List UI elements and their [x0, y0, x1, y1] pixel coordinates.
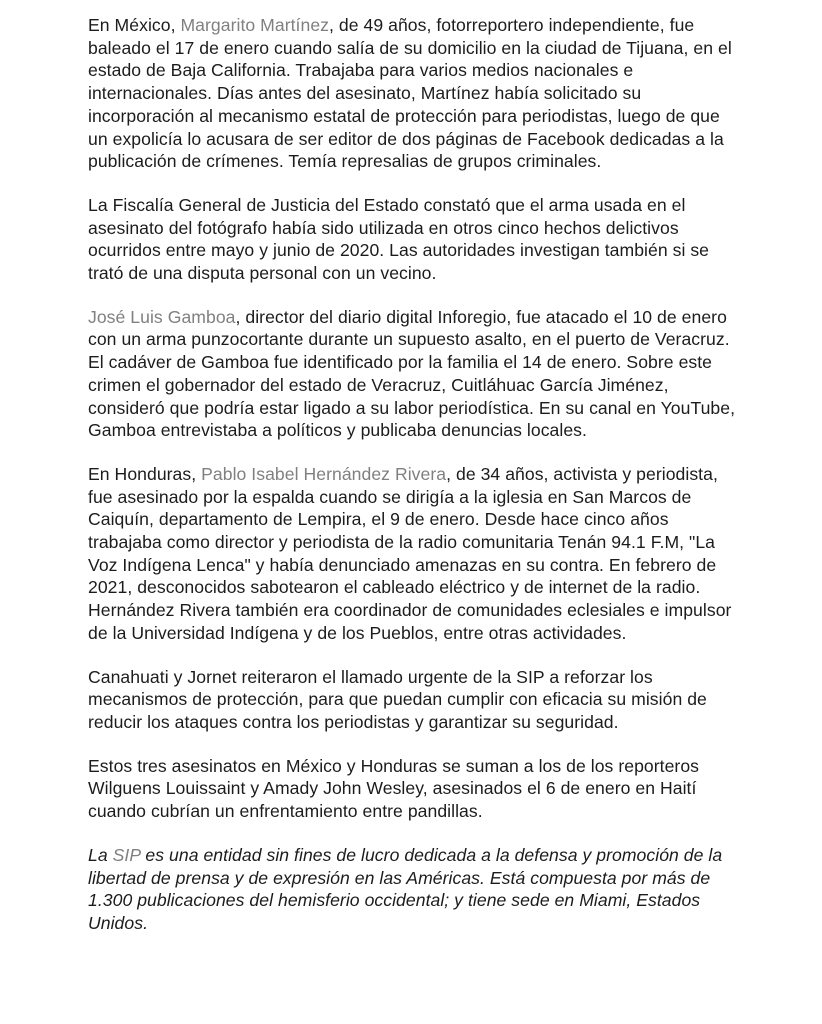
paragraph-text: , de 49 años, fotorreportero independiente, fue baleado el 17 de enero cuando salía de su domicilio en la ciudad de Tijuana, en el estado de Baja California. Trabajaba para varios medios nacionales e internacionales. Días antes del asesinato, Martínez había solicitado su incorporación al mecanismo estatal de protección para periodistas, luego de que un expolicía lo acusara de ser editor de dos páginas de Facebook dedicadas a la publicación de crímenes. Temía represalias de grupos criminales. [88, 15, 732, 172]
paragraph-margarito-martinez [88, 14, 738, 173]
link-sip[interactable]: SIP [112, 844, 141, 865]
paragraph-text: , director del diario digital Inforegio, fue atacado el 10 de enero con un arma punzocortante durante un supuesto asalto, en el puerto de Veracruz. El cadáver de Gamboa fue identificado por la familia el 14 de enero. Sobre este crimen el gobernador del estado de Veracruz, Cuitláhuac García Jiménez, consideró que podría estar ligado a su labor periodística. En su canal en YouTube, Gamboa entrevistaba a políticos y publicaba denuncias locales. [88, 306, 736, 441]
paragraph-pablo-hernandez [88, 463, 738, 645]
paragraph-jose-luis-gamboa [88, 306, 738, 442]
paragraph-fiscalia: La Fiscalía General de Justicia del Estado constató que el arma usada en el asesinato del fotógrafo había sido utilizada en otros cinco hechos delictivos ocurridos entre mayo y junio de 2020. Las autoridades investigan también si se trató de una disputa personal con un vecino. [88, 194, 710, 284]
paragraph-text: , de 34 años, activista y periodista, fue asesinado por la espalda cuando se dirigía a la iglesia en San Marcos de Caiquín, departamento de Lempira, el 9 de enero. Desde hace cinco años trabajaba como director y periodista de la radio comunitaria Tenán 94.1 F.M, "La Voz Indígena Lenca" y había denunciado amenazas en su contra. En febrero de 2021, desconocidos sabotearon el cableado eléctrico y de internet de la radio. Hernández Rivera también era coordinador de comunidades eclesiales e impulsor de la Universidad Indígena y de los Pueblos, entre otras actividades. [88, 463, 732, 643]
paragraph-haiti: Estos tres asesinatos en México y Honduras se suman a los de los reporteros Wilguens Louissaint y Amady John Wesley, asesinados el 6 de enero en Haití cuando cubrían un enfrentamiento entre pandillas. [88, 755, 700, 822]
paragraph-text: En Honduras, [88, 463, 202, 484]
link-pablo-isabel-hernandez-rivera[interactable]: Pablo Isabel Hernández Rivera [201, 463, 447, 484]
paragraph-canahuati-jornet: Canahuati y Jornet reiteraron el llamado urgente de la SIP a reforzar los mecanismos de protección, para que puedan cumplir con eficacia su misión de reducir los ataques contra los periodistas y garantizar su seguridad. [88, 666, 707, 732]
paragraph-text: La [88, 844, 113, 865]
article-body [88, 14, 738, 956]
paragraph-text: es una entidad sin fines de lucro dedicada a la defensa y promoción de la libertad de prensa y de expresión en las Américas. Está compuesta por más de 1.300 publicaciones del hemisferio occidental; y tiene sede en Miami, Estados Unidos. [88, 844, 723, 933]
link-margarito-martinez[interactable]: Margarito Martínez [180, 15, 330, 35]
paragraph-text: En México, [88, 15, 181, 35]
link-jose-luis-gamboa[interactable]: José Luis Gamboa [88, 306, 236, 327]
paragraph-about-sip [88, 844, 738, 935]
